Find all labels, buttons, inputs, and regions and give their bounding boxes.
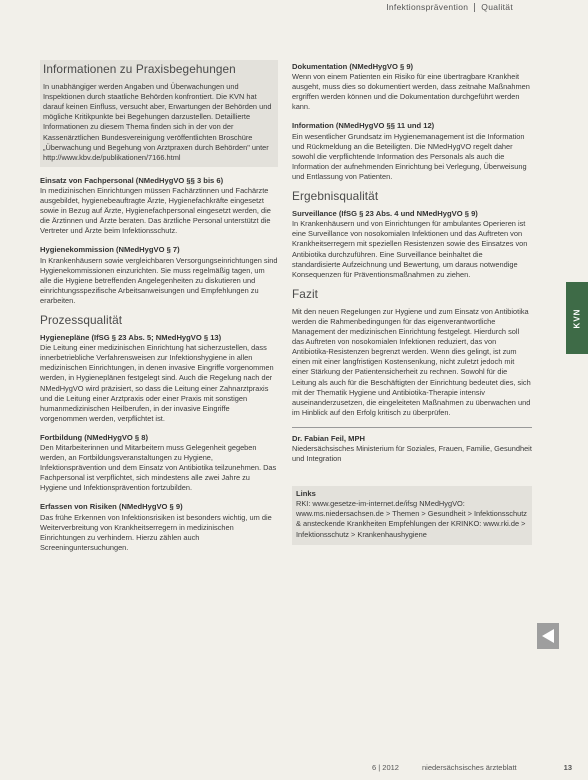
praxisbegehungen-link[interactable]: http://www.kbv.de/publikationen/7166.html — [43, 152, 181, 162]
fazit-text: Mit den neuen Regelungen zur Hygiene und zum Einsatz von Antibiotika werden die Rahmenbedingungen für das eigenverantwortliche Management der medizinischen Einrichtung festgelegt. Hierdurch soll das Auftreten von nosokomialen Infektionen reduziert, das von Antibiotika-Resistenzen begrenzt werden. Wenn dies gelingt, ist zum einen mit einer langfristigen Kostensenkung, nicht zuletzt jedoch mit einer Stärkung der Patientensicherheit zu rechnen. Sowohl für die Leitung als auch für die Beschäftigten der Einrichtung bedeutet dies, sich mit der Thematik Hygiene und Antibiotika-Therapie intensiv auseinanderzusetzen, die eingeleiteten Maßnahmen zu überwachen und im Hinblick auf den Erfolg kritisch zu überprüfen. — [292, 306, 531, 417]
heading-hygieneplaene: Hygienepläne (IfSG § 23 Abs. 5; NMedHygVO § 13) — [40, 333, 222, 343]
hygieneplaene-text: Die Leitung einer medizinischen Einrichtung hat sicherzustellen, dass innerbetriebliche Verfahrensweisen zur Infektionshygiene in allen medizinischen Einrichtungen, in denen invasive Eingriffe vorgenommen werden, in Hygieneplänen festgelegt sind. Auch die Regelung nach der NMedHygVO wird präzisiert, so dass die Leitung einer Zahnarztpraxis und die Leitung einer Arztpraxis oder einer Praxis mit sonstigen humanmedizinischen Heilberufen, in der invasive Eingriffe vorgenommen werden, verpflichtet ist. — [40, 343, 274, 423]
heading-hygienekommission: Hygienekommission (NMedHygVO § 7) — [40, 245, 180, 255]
header-section: Infektionsprävention — [386, 2, 469, 12]
author-box — [292, 427, 532, 464]
information-block — [292, 121, 532, 182]
fachpersonal-block — [40, 176, 278, 237]
heading-dokumentation: Dokumentation (NMedHygVO § 9) — [292, 62, 414, 71]
heading-risiken: Erfassen von Risiken (NMedHygVO § 9) — [40, 502, 183, 512]
risiken-block — [40, 502, 278, 552]
right-column — [292, 62, 532, 545]
fortbildung-text: Den Mitarbeiterinnen und Mitarbeitern muss Gelegenheit gegeben werden, an Fortbildungsveranstaltungen zu Hygiene, Infektionsprävention und dem Einsatz von Antibiotika teilzunehmen. Das Fachpersonal ist verpflichtet, sich mindestens alle zwei Jahre zu Hygiene und Infektionsprävention fortzubilden. — [40, 443, 277, 493]
section-title-prozessqualitaet: Prozessqualität — [40, 312, 123, 327]
header-divider — [474, 3, 475, 12]
footer-issue: 6 | 2012 — [372, 763, 399, 772]
header-category: Qualität — [481, 2, 513, 12]
triangle-left-icon — [541, 628, 555, 644]
heading-information: Information (NMedHygVO §§ 11 und 12) — [292, 121, 435, 131]
fortbildung-block — [40, 433, 278, 494]
surveillance-block — [292, 209, 532, 280]
left-column — [40, 60, 278, 562]
heading-surveillance: Surveillance (IfSG § 23 Abs. 4 und NMedHygVO § 9) — [292, 209, 478, 219]
hygieneplaene-block — [40, 333, 278, 424]
risiken-text: Das frühe Erkennen von Infektionsrisiken ist besonders wichtig, um die Weiterverbreitung von Krankheitserregern in medizinischen Einrichtungen zu verhindern. Hierzu zählen auch Screeninguntersuchungen. — [40, 512, 272, 552]
side-tab-kvn — [566, 282, 588, 354]
author-affiliation: Niedersächsisches Ministerium für Soziales, Frauen, Familie, Gesundheit und Integration — [292, 444, 532, 464]
page-header — [386, 2, 513, 12]
dokumentation-block — [292, 62, 532, 112]
links-title: Links — [296, 489, 316, 499]
section-title-praxisbegehungen: Informationen zu Praxisbegehungen — [43, 62, 236, 76]
praxisbegehungen-box — [40, 60, 278, 167]
fachpersonal-text: In medizinischen Einrichtungen müssen Fachärztinnen und Fachärzte ausgebildet, hygienebeauftragte Ärzte, Hygienefachkräfte eingesetzt sowie in Bezug auf Ärzte, Hygienefachpersonal eingesetzt werden, die die Ärztinnen und Ärzte beraten. Das ärztliche Personal unterstützt die Vertreter und Ärzte beim Infektionsschutz. — [40, 185, 271, 236]
hygienekommission-block — [40, 245, 278, 306]
links-text[interactable]: RKI: www.gesetze-im-internet.de/ifsg NMedHygVO: www.ms.niedersachsen.de > Themen > Gesundheit > Infektionsschutz & ansteckende Krankheiten Empfehlungen der KRINKO: www.rki.de > Infektionsschutz > Krankenhaushygiene — [296, 499, 527, 539]
footer-page-number: 13 — [563, 763, 572, 772]
author-name: Dr. Fabian Feil, MPH — [292, 433, 365, 443]
praxisbegehungen-text: In unabhängiger werden Angaben und Überwachungen und Inspektionen durch staatliche Behörden konfrontiert. Die KVN hat darauf keinen Einfluss, versucht aber, Erwartungen der Behörden und mögliche Kritikpunkte bei Begehungen darzustellen. Detaillierte Informationen zu diesem Thema finden sich in der von der Kassenärztlichen Bundesvereinigung veröffentlichten Broschüre „Überwachung und Begehung von Arztpraxen durch Behörden" unter — [43, 82, 272, 152]
information-text: Ein wesentlicher Grundsatz im Hygienemanagement ist die Information und Rückmeldung an die Beteiligten. Die NMedHygVO regelt daher sowohl die verpflichtende Information des Personals als auch die Information der aufnehmenden Einrichtung bei Verlegung, Überweisung und Entlassung von Patienten. — [292, 131, 527, 181]
back-arrow-button[interactable] — [537, 623, 559, 649]
section-title-fazit: Fazit — [292, 286, 319, 301]
dokumentation-text: Wenn von einem Patienten ein Risiko für eine übertragbare Krankheit ausgeht, muss dies so dokumentiert werden, dass zeitnahe Maßnahmen ergriffen werden können und die Dokumentation durchgeführt werden kann. — [292, 72, 530, 112]
hygienekommission-text: In Krankenhäusern sowie vergleichbaren Versorgungseinrichtungen sind Hygienekommissionen einzurichten. Sie muss regelmäßig tagen, um alle die Hygiene betreffenden Angelegenheiten zu diskutieren und einrichtungsspezifische Arbeitsanweisungen und Empfehlungen zu erarbeiten. — [40, 255, 278, 305]
fazit-block — [292, 307, 532, 418]
section-title-ergebnisqualitaet: Ergebnisqualität — [292, 189, 379, 204]
heading-fachpersonal: Einsatz von Fachpersonal (NMedHygVO §§ 3 bis 6) — [40, 175, 224, 185]
footer-journal: niedersächsisches ärzteblatt — [422, 763, 517, 772]
heading-fortbildung: Fortbildung (NMedHygVO § 8) — [40, 432, 148, 442]
side-tab-label: KVN — [572, 308, 582, 328]
links-box — [292, 486, 532, 544]
surveillance-text: In Krankenhäusern und von Einrichtungen für ambulantes Operieren ist eine Surveillance von nosokomialen Infektionen und das Auftreten von Krankheitserregern mit speziellen Resistenzen sowie des Einsatzes von Antibiotika durchzuführen. Eine Surveillance beinhaltet die standardisierte Aufzeichnung und Bewertung, um daraus notwendige Konsequenzen für Präventionsmaßnahmen zu ziehen. — [292, 219, 528, 279]
